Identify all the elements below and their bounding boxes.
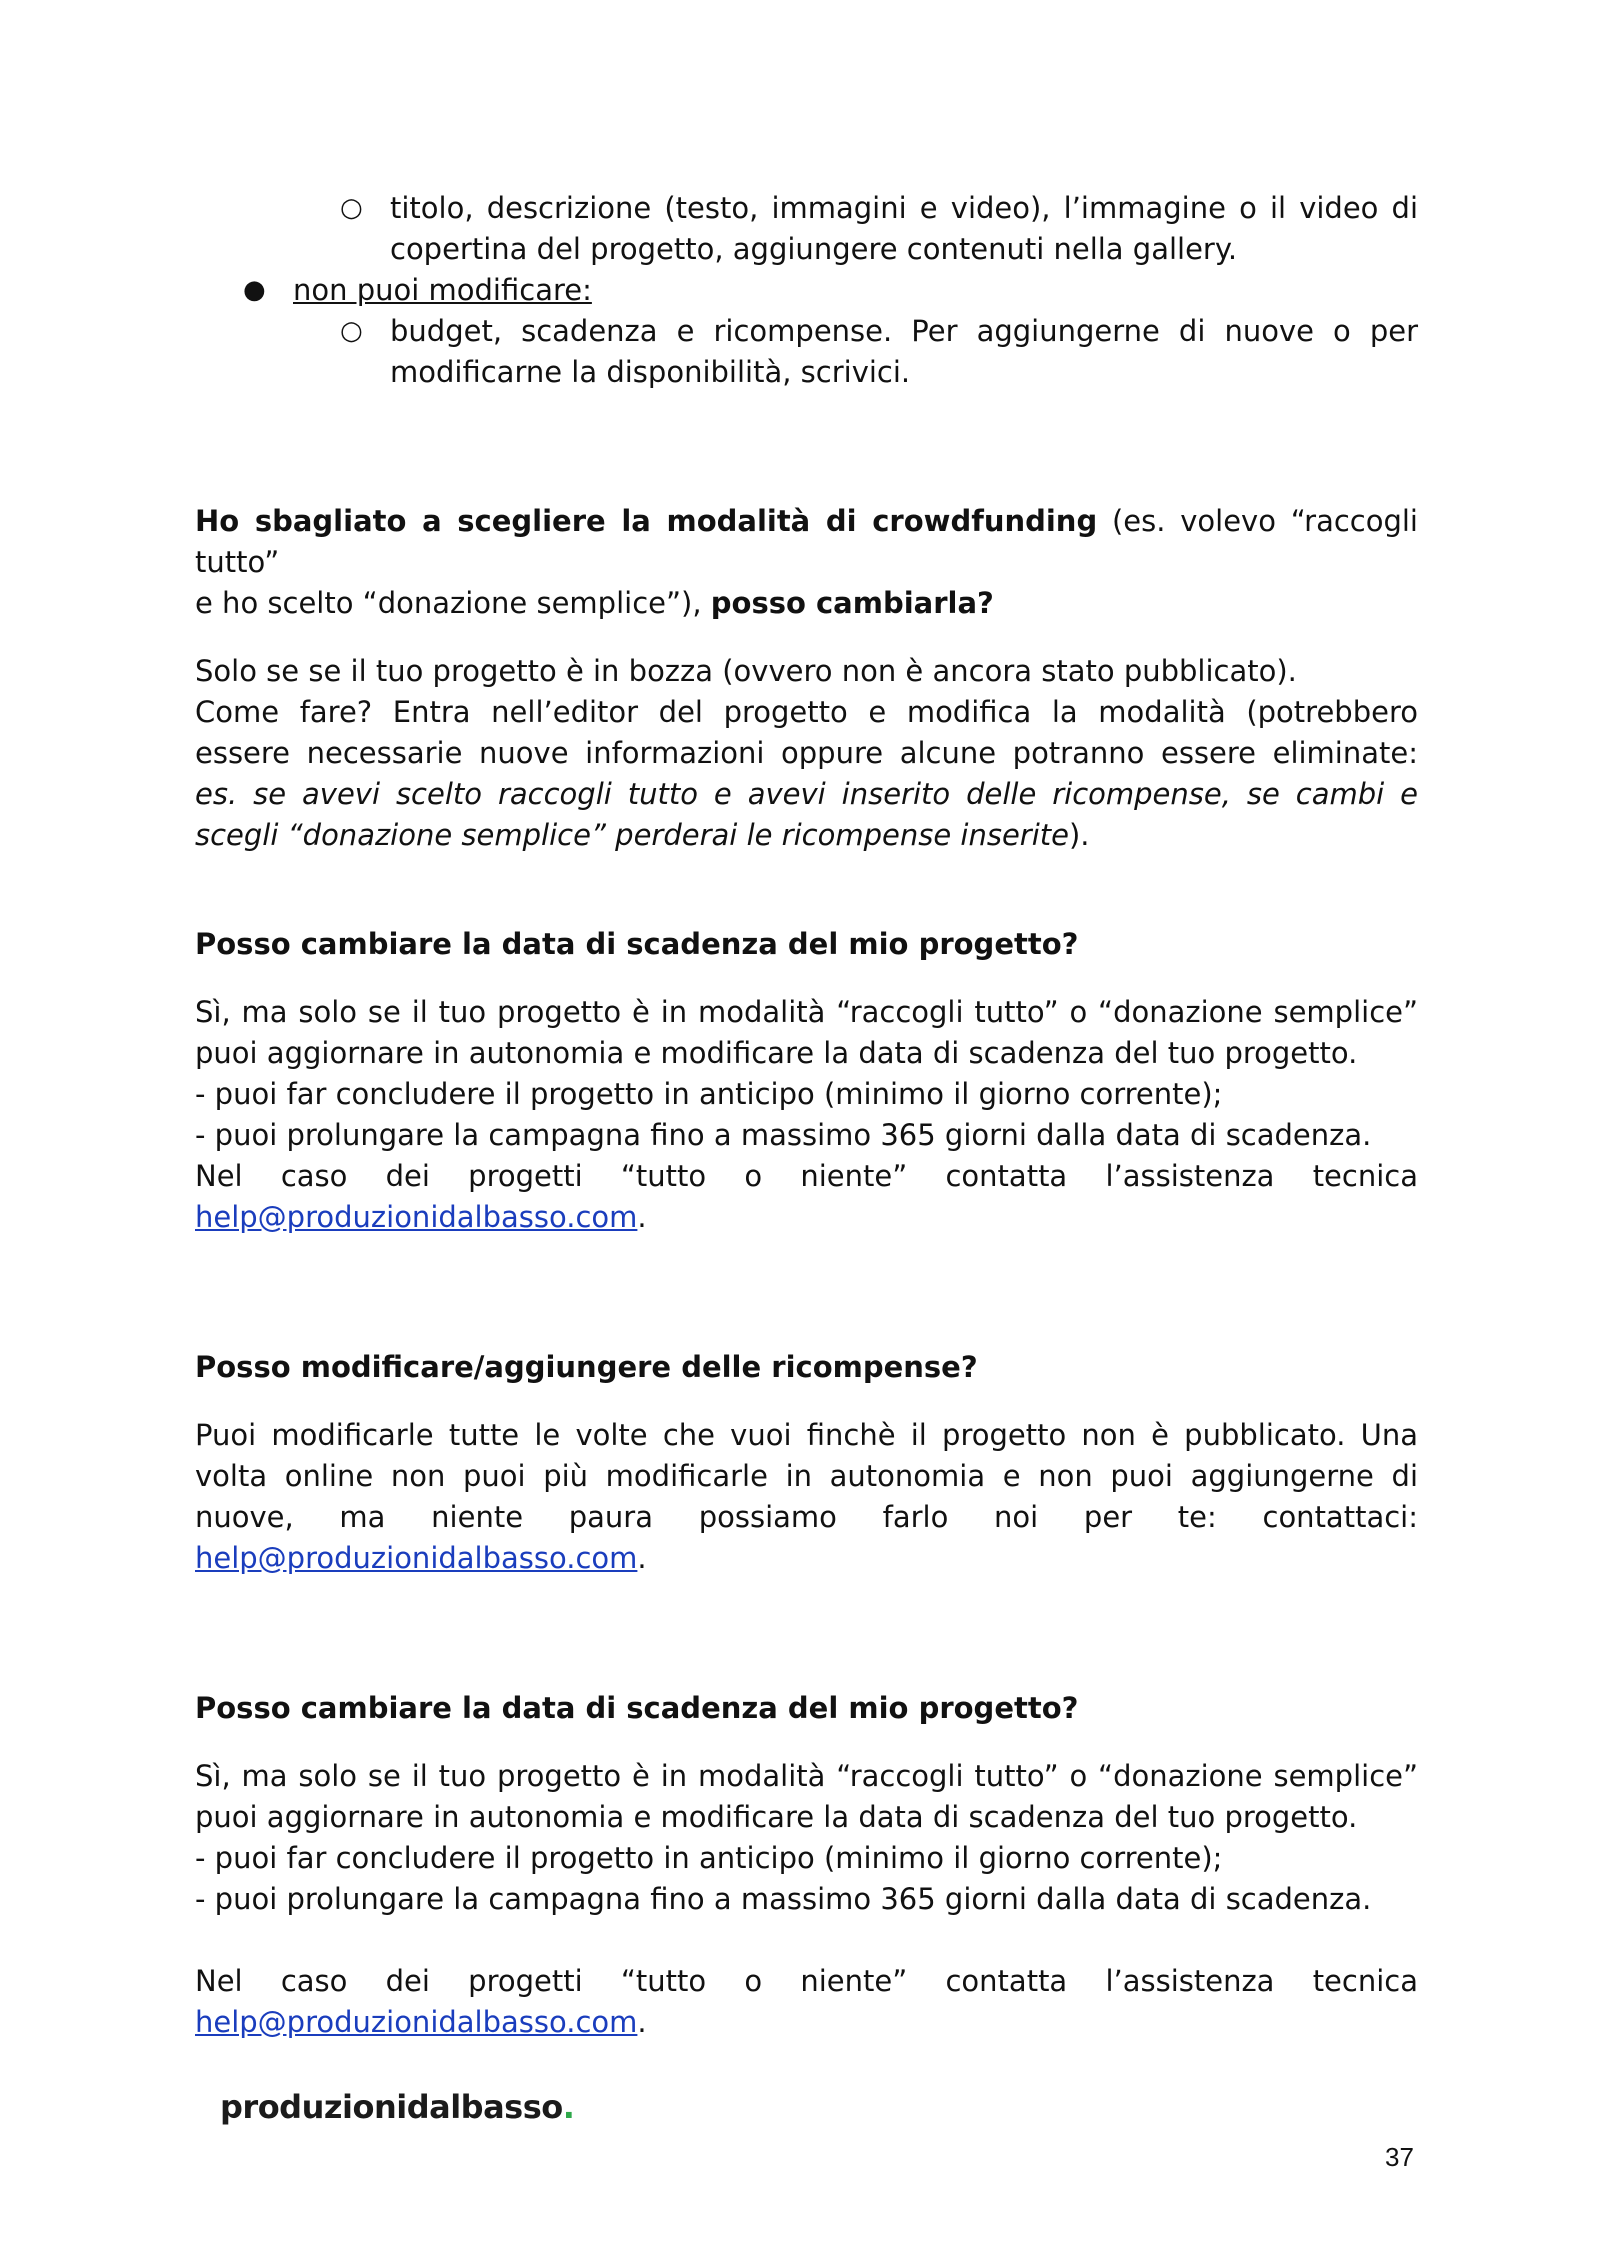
circle-bullet-icon: ○ <box>340 193 363 223</box>
question-heading <box>195 501 1418 583</box>
answer-line: Come fare? Entra nell’editor del progetto e modifica la modalità (potrebbero <box>195 695 1418 729</box>
answer-line: puoi aggiornare in autonomia e modificare la data di scadenza del tuo progetto. <box>195 1800 1358 1834</box>
answer-line <box>195 1538 1418 1579</box>
page-number: 37 <box>1385 2142 1414 2172</box>
answer-line: volta online non puoi più modificarle in autonomia e non puoi aggiungerne di <box>195 1459 1418 1493</box>
question-heading: Posso modificare/aggiungere delle ricompense? <box>195 1350 978 1384</box>
question-normal: e ho scelto “donazione semplice”), <box>195 586 711 620</box>
email-link[interactable]: help@produzionidalbasso.com <box>195 1541 638 1575</box>
answer-line: Nel caso dei progetti “tutto o niente” contatta l’assistenza tecnica <box>195 1964 1418 1998</box>
answer-line: essere necessarie nuove informazioni oppure alcune potranno essere eliminate: <box>195 736 1418 770</box>
answer-line: Sì, ma solo se il tuo progetto è in modalità “raccogli tutto” o “donazione semplice” <box>195 1759 1418 1793</box>
sub-bullet-item <box>195 188 1418 270</box>
list-text-line: copertina del progetto, aggiungere contenuti nella gallery. <box>390 232 1238 266</box>
question-heading-line2 <box>195 583 1418 624</box>
email-link[interactable]: help@produzionidalbasso.com <box>195 1200 638 1234</box>
answer-line: - puoi prolungare la campagna fino a massimo 365 giorni dalla data di scadenza. <box>195 1882 1372 1916</box>
sub-bullet-item <box>195 311 1418 393</box>
question-heading: Posso cambiare la data di scadenza del mio progetto? <box>195 927 1079 961</box>
circle-bullet-icon: ○ <box>340 316 363 346</box>
answer-line: Sì, ma solo se il tuo progetto è in modalità “raccogli tutto” o “donazione semplice” <box>195 995 1418 1029</box>
bullet-label: non puoi modificare: <box>293 273 592 307</box>
answer-italic: scegli “donazione semplice” perderai le ricompense inserite <box>195 818 1069 852</box>
question-bold: Ho sbagliato a scegliere la modalità di crowdfunding <box>195 504 1098 538</box>
page-content <box>195 188 1418 2043</box>
answer-line: puoi aggiornare in autonomia e modificare la data di scadenza del tuo progetto. <box>195 1036 1358 1070</box>
list-text-line: titolo, descrizione (testo, immagini e video), l’immagine o il video di <box>390 191 1418 225</box>
answer-line <box>195 815 1418 856</box>
list-text-line: modificarne la disponibilità, scrivici. <box>390 355 911 389</box>
answer-line: Puoi modificarle tutte le volte che vuoi finchè il progetto non è pubblicato. Una <box>195 1418 1418 1452</box>
answer-line: - puoi far concludere il progetto in anticipo (minimo il giorno corrente); <box>195 1077 1223 1111</box>
disc-bullet-icon: ● <box>243 275 266 305</box>
question-normal: (es. volevo “raccogli tutto” <box>195 504 1418 579</box>
answer-end: . <box>637 1200 647 1234</box>
answer-italic: es. se avevi scelto raccogli tutto e avevi inserito delle ricompense, se cambi e <box>195 777 1418 811</box>
question-bold: posso cambiarla? <box>710 586 994 620</box>
answer-line <box>195 2002 1418 2043</box>
answer-line: Nel caso dei progetti “tutto o niente” contatta l’assistenza tecnica <box>195 1159 1418 1193</box>
logo-dot: . <box>562 2088 575 2126</box>
email-link[interactable]: help@produzionidalbasso.com <box>195 2005 638 2039</box>
list-text-line: budget, scadenza e ricompense. Per aggiungerne di nuove o per <box>390 314 1418 348</box>
brand-logo <box>220 2088 574 2126</box>
logo-text: produzionidalbasso <box>220 2088 563 2126</box>
answer-line: Solo se se il tuo progetto è in bozza (ovvero non è ancora stato pubblicato). <box>195 654 1297 688</box>
answer-end: . <box>637 2005 647 2039</box>
answer-end: . <box>637 1541 647 1575</box>
question-heading: Posso cambiare la data di scadenza del mio progetto? <box>195 1691 1079 1725</box>
answer-line <box>195 1197 1418 1238</box>
bullet-item <box>195 270 1418 311</box>
answer-line <box>195 774 1418 815</box>
answer-line: nuove, ma niente paura possiamo farlo noi per te: contattaci: <box>195 1500 1418 1534</box>
answer-line: - puoi prolungare la campagna fino a massimo 365 giorni dalla data di scadenza. <box>195 1118 1372 1152</box>
answer-end: ). <box>1068 818 1090 852</box>
answer-line: - puoi far concludere il progetto in anticipo (minimo il giorno corrente); <box>195 1841 1223 1875</box>
